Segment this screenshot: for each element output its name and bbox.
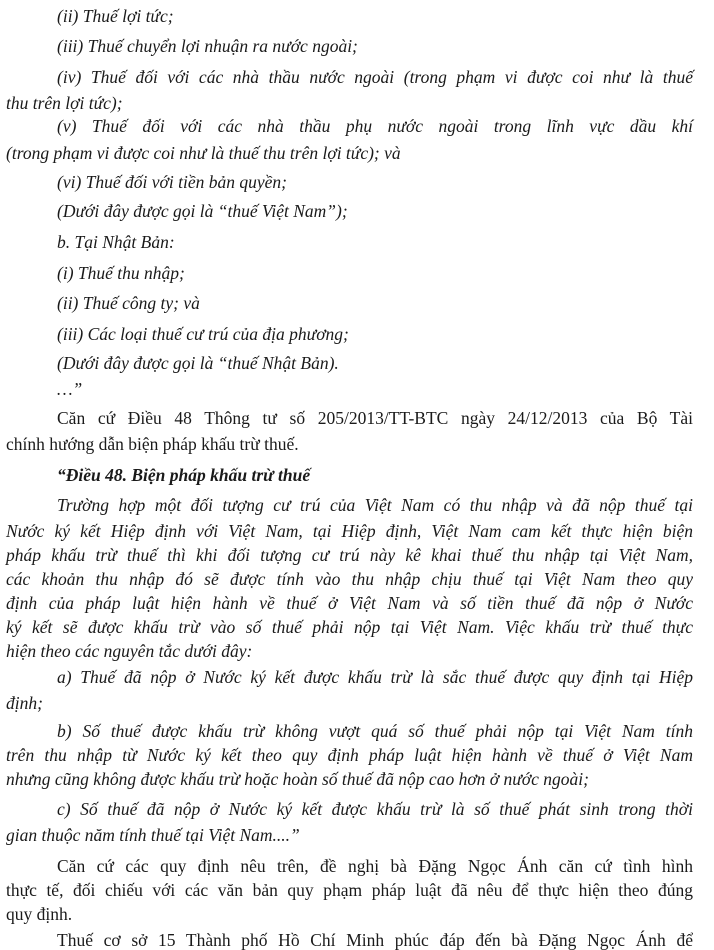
text-line: (iii) Thuế chuyển lợi nhuận ra nước ngoài; xyxy=(57,36,358,56)
text-line: (Dưới đây được gọi là “thuế Nhật Bản). xyxy=(57,353,339,373)
text-line: …” xyxy=(57,379,83,399)
text-line: (ii) Thuế công ty; và xyxy=(57,293,200,313)
text-line: b. Tại Nhật Bản: xyxy=(57,232,175,252)
text-line: pháp khấu trừ thuế thì khi đối tượng cư trú này kê khai thuế thu nhập tại Việt Nam, xyxy=(6,545,693,565)
text-line: trên thu nhập từ Nước ký kết theo quy định pháp luật hiện hành về thuế ở Việt Nam xyxy=(6,745,693,765)
text-line: định của pháp luật hiện hành về thuế ở Việt Nam và số tiền thuế đã nộp ở Nước xyxy=(6,593,693,613)
text-line: các khoản thu nhập đó sẽ được tính vào thu nhập chịu thuế tại Việt Nam theo quy xyxy=(6,569,693,589)
text-line: (iii) Các loại thuế cư trú của địa phương; xyxy=(57,324,349,344)
text-line: chính hướng dẫn biện pháp khấu trừ thuế. xyxy=(6,434,299,454)
text-line: (trong phạm vi được coi như là thuế thu trên lợi tức); và xyxy=(6,143,401,163)
text-line: Nước ký kết Hiệp định với Việt Nam, tại Hiệp định, Việt Nam cam kết thực hiện biện xyxy=(6,521,693,541)
text-line: Căn cứ Điều 48 Thông tư số 205/2013/TT-BTC ngày 24/12/2013 của Bộ Tài xyxy=(57,408,693,428)
text-line: ký kết sẽ được khấu trừ vào số thuế phải nộp tại Việt Nam. Việc khấu trừ thuế thực xyxy=(6,617,693,637)
text-line: (vi) Thuế đối với tiền bản quyền; xyxy=(57,172,287,192)
text-line: (Dưới đây được gọi là “thuế Việt Nam”); xyxy=(57,201,348,221)
text-line: b) Số thuế được khấu trừ không vượt quá số thuế phải nộp tại Việt Nam tính xyxy=(57,721,693,741)
text-line: (iv) Thuế đối với các nhà thầu nước ngoài (trong phạm vi được coi như là thuế xyxy=(57,67,693,87)
text-line: (v) Thuế đối với các nhà thầu phụ nước ngoài trong lĩnh vực dầu khí xyxy=(57,116,693,136)
text-line: c) Số thuế đã nộp ở Nước ký kết được khấu trừ là số thuế phát sinh trong thời xyxy=(57,799,693,819)
text-line: định; xyxy=(6,693,43,713)
text-line: hiện theo các nguyên tắc dưới đây: xyxy=(6,641,253,661)
text-line: (ii) Thuế lợi tức; xyxy=(57,6,174,26)
text-line: nhưng cũng không được khấu trừ hoặc hoàn số thuế đã nộp cao hơn ở nước ngoài; xyxy=(6,769,589,789)
text-line: quy định. xyxy=(6,904,73,924)
text-line: thực tế, đối chiếu với các văn bản quy phạm pháp luật đã nêu để thực hiện theo đúng xyxy=(6,880,693,900)
text-line: Căn cứ các quy định nêu trên, đề nghị bà Đặng Ngọc Ánh căn cứ tình hình xyxy=(57,856,693,876)
text-line: Thuế cơ sở 15 Thành phố Hồ Chí Minh phúc đáp đến bà Đặng Ngọc Ánh để xyxy=(57,930,693,950)
text-line: thu trên lợi tức); xyxy=(6,93,123,113)
article-heading: “Điều 48. Biện pháp khấu trừ thuế xyxy=(57,465,311,485)
text-line: (i) Thuế thu nhập; xyxy=(57,263,185,283)
text-line: gian thuộc năm tính thuế tại Việt Nam....” xyxy=(6,825,300,845)
text-line: Trường hợp một đối tượng cư trú của Việt Nam có thu nhập và đã nộp thuế tại xyxy=(57,495,693,515)
text-line: a) Thuế đã nộp ở Nước ký kết được khấu trừ là sắc thuế được quy định tại Hiệp xyxy=(57,667,693,687)
